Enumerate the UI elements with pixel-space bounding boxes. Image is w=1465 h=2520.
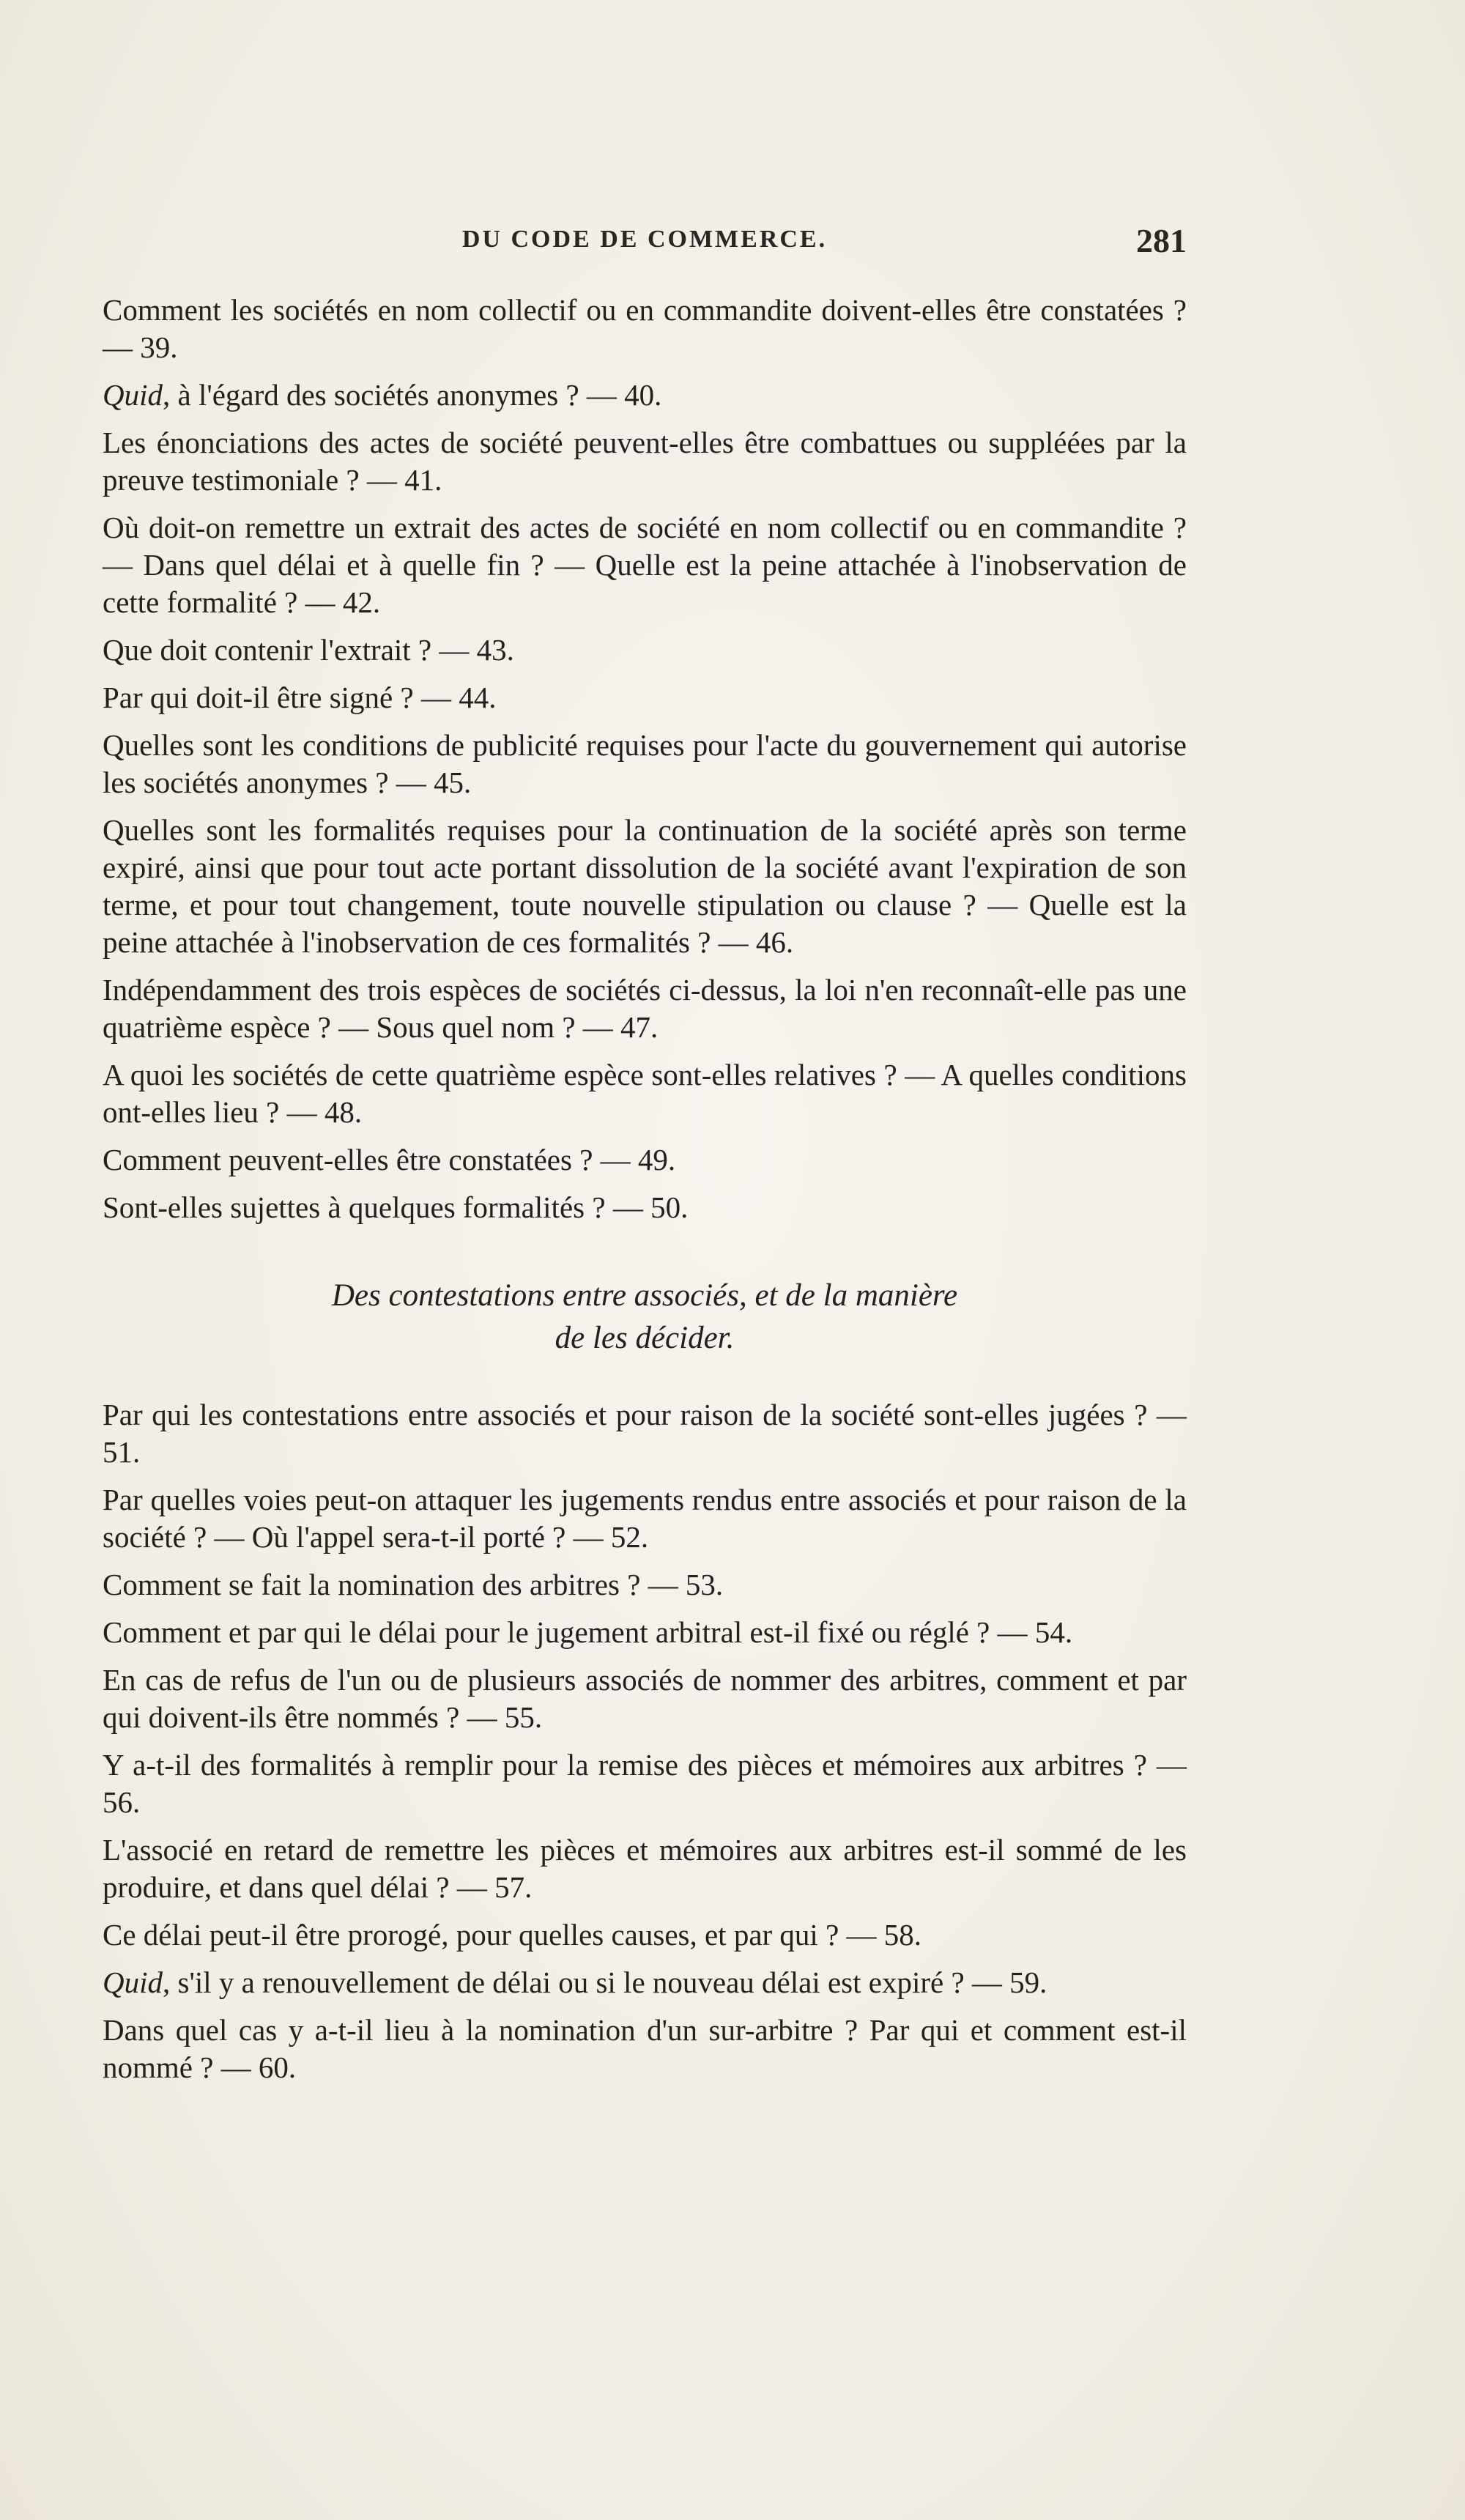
question-39: Comment les sociétés en nom collectif ou en commandite doivent-elles être constatées ? — 39. bbox=[103, 293, 1187, 364]
section-heading-line-2: de les décider. bbox=[555, 1321, 735, 1355]
question-49: Comment peuvent-elles être constatées ? — 49. bbox=[103, 1143, 676, 1176]
question-50: Sont-elles sujettes à quelques formalités ? — 50. bbox=[103, 1190, 689, 1224]
question-52: Par quelles voies peut-on attaquer les jugements rendus entre associés et pour raison de la société ? — Où l'appel sera-t-il porté ? — 52. bbox=[103, 1483, 1187, 1554]
question-43: Que doit contenir l'extrait ? — 43. bbox=[103, 633, 514, 667]
question-57: L'associé en retard de remettre les pièces et mémoires aux arbitres est-il sommé de les produire, et dans quel délai ? — 57. bbox=[103, 1833, 1187, 1904]
question-44: Par qui doit-il être signé ? — 44. bbox=[103, 681, 497, 714]
body-text bbox=[103, 292, 1187, 2097]
question-48: A quoi les sociétés de cette quatrième espèce sont-elles relatives ? — A quelles conditions ont-elles lieu ? — 48. bbox=[103, 1058, 1187, 1129]
question-60: Dans quel cas y a-t-il lieu à la nomination d'un sur-arbitre ? Par qui et comment est-il nommé ? — 60. bbox=[103, 2013, 1187, 2084]
question-47: Indépendamment des trois espèces de sociétés ci-dessus, la loi n'en reconnaît-elle pas une quatrième espèce ? — Sous quel nom ? — 47. bbox=[103, 973, 1187, 1044]
question-46: Quelles sont les formalités requises pour la continuation de la société après son terme expiré, ainsi que pour tout acte portant dissolution de la société avant l'expiration de son terme, et pour tout changement, toute nouvelle stipulation ou clause ? — Quelle est la peine attachée à l'inobservation de ces formalités ? — 46. bbox=[103, 813, 1187, 959]
page-number: 281 bbox=[1136, 222, 1187, 259]
running-title: DU CODE DE COMMERCE. bbox=[461, 226, 828, 253]
question-51: Par qui les contestations entre associés et pour raison de la société sont-elles jugées ? — 51. bbox=[103, 1398, 1187, 1469]
section-heading-line-1: Des contestations entre associés, et de la manière bbox=[331, 1278, 958, 1313]
question-42: Où doit-on remettre un extrait des actes de société en nom collectif ou en commandite ? — Dans quel délai et à quelle fin ? — Quelle est la peine attachée à l'inobservation de cette formalité ? — 42. bbox=[103, 511, 1187, 619]
question-56: Y a-t-il des formalités à remplir pour la remise des pièces et mémoires aux arbitres ? — 56. bbox=[103, 1748, 1187, 1819]
quid-word: Quid bbox=[103, 1965, 163, 1999]
question-58: Ce délai peut-il être prorogé, pour quelles causes, et par qui ? — 58. bbox=[103, 1918, 922, 1952]
question-40: Quid, à l'égard des sociétés anonymes ? — 40. bbox=[103, 378, 662, 412]
question-45: Quelles sont les conditions de publicité requises pour l'acte du gouvernement qui autorise les sociétés anonymes ? — 45. bbox=[103, 728, 1187, 799]
quid-word: Quid bbox=[103, 378, 163, 412]
question-55: En cas de refus de l'un ou de plusieurs associés de nommer des arbitres, comment et par qui doivent-ils être nommés ? — 55. bbox=[103, 1663, 1187, 1734]
question-59: Quid, s'il y a renouvellement de délai ou si le nouveau délai est expiré ? — 59. bbox=[103, 1965, 1047, 1999]
question-54: Comment et par qui le délai pour le jugement arbitral est-il fixé ou réglé ? — 54. bbox=[103, 1615, 1073, 1649]
question-41: Les énonciations des actes de société peuvent-elles être combattues ou suppléées par la preuve testimoniale ? — 41. bbox=[103, 426, 1187, 497]
section-heading bbox=[103, 1275, 1187, 1360]
question-53: Comment se fait la nomination des arbitres ? — 53. bbox=[103, 1568, 724, 1601]
